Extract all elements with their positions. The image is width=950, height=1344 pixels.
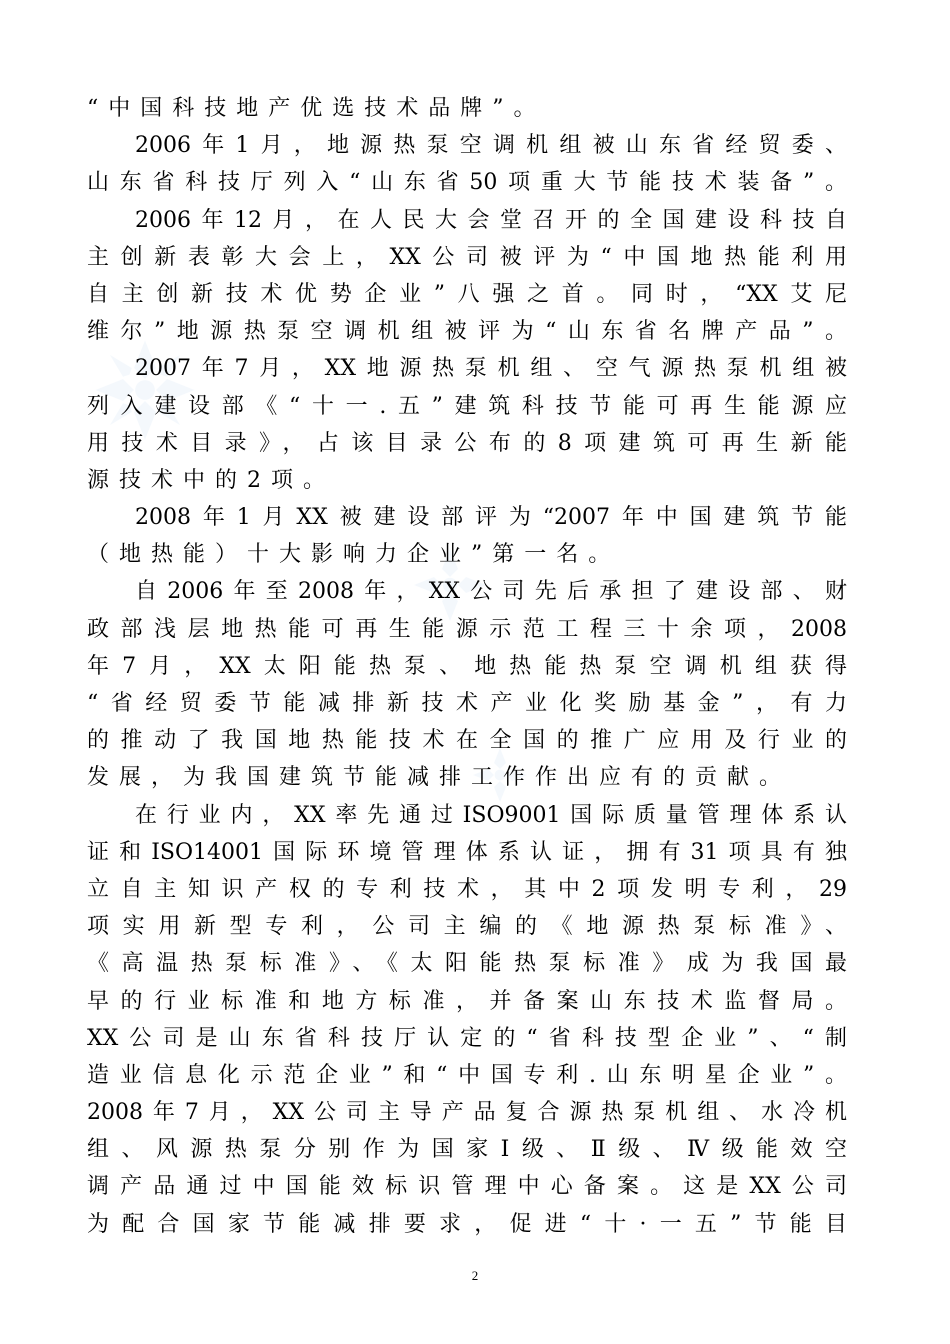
text-line: 源技术中的2项。 — [87, 467, 335, 493]
text-line: 政部浅层地热能可再生能源示范工程三十余项，2008 — [87, 616, 847, 642]
text-line: 自2006年至2008年，XX公司先后承担了建设部、财 — [135, 579, 847, 605]
text-line: 2008年1月XX被建设部评为“2007年中国建筑节能 — [135, 505, 847, 531]
page-number: 2 — [471, 1268, 479, 1283]
text-line: “省经贸委节能减排新技术产业化奖励基金”，有力 — [87, 691, 847, 716]
text-line: 2006年1月，地源热泵空调机组被山东省经贸委、 — [135, 133, 847, 159]
body-text — [87, 90, 847, 1243]
text-line: 2006年12月，在人民大会堂召开的全国建设科技自 — [135, 207, 847, 233]
text-line: 组、风源热泵分别作为国家Ⅰ级、Ⅱ级、Ⅳ级能效空 — [87, 1137, 847, 1163]
text-line: 立自主知识产权的专利技术，其中2项发明专利，29 — [87, 876, 847, 902]
text-line: 发展，为我国建筑节能减排工作作出应有的贡献。 — [87, 765, 792, 791]
text-line: 维尔”地源热泵空调机组被评为“山东省名牌产品”。 — [87, 319, 847, 345]
text-line: 主创新表彰大会上，XX公司被评为“中国地热能利用 — [87, 244, 847, 270]
text-line: “中国科技地产优选技术品牌”。 — [87, 96, 546, 121]
text-line: 的推动了我国地热能技术在全国的推广应用及行业的 — [87, 728, 847, 754]
text-line: （地热能）十大影响力企业”第一名。 — [87, 542, 621, 568]
text-line: 证和ISO14001国际环境管理体系认证，拥有31项具有独 — [87, 839, 847, 865]
text-line: 用技术目录》，占该目录公布的8项建筑可再生新能 — [87, 430, 847, 456]
text-line: 列入建设部《“十一.五”建筑科技节能可再生能源应 — [87, 393, 847, 419]
text-line: 调产品通过中国能效标识管理中心备案。这是XX公司 — [87, 1174, 847, 1200]
text-line: 造业信息化示范企业”和“中国专利.山东明星企业”。 — [87, 1062, 847, 1088]
text-line: 自主创新技术优势企业”八强之首。同时，“XX艾尼 — [87, 281, 847, 307]
text-line: XX公司是山东省科技厅认定的“省科技型企业”、“制 — [87, 1025, 847, 1051]
text-line: 为配合国家节能减排要求，促进“十·一五”节能目 — [87, 1211, 847, 1237]
text-line: 项实用新型专利，公司主编的《地源热泵标准》、 — [87, 914, 847, 940]
text-line: 早的行业标准和地方标准，并备案山东技术监督局。 — [87, 988, 847, 1014]
text-line: 在行业内，XX率先通过ISO9001国际质量管理体系认 — [135, 802, 847, 828]
text-line: 2008年7月，XX公司主导产品复合源热泵机组、水冷机 — [87, 1100, 847, 1126]
text-line: 山东省科技厅列入“山东省50项重大节能技术装备”。 — [87, 170, 847, 196]
text-line: 2007年7月，XX地源热泵机组、空气源热泵机组被 — [135, 356, 847, 382]
text-line: 《高温热泵标准》、《太阳能热泵标准》成为我国最 — [87, 951, 847, 977]
text-line: 年7月，XX太阳能热泵、地热能热泵空调机组获得 — [87, 653, 847, 679]
